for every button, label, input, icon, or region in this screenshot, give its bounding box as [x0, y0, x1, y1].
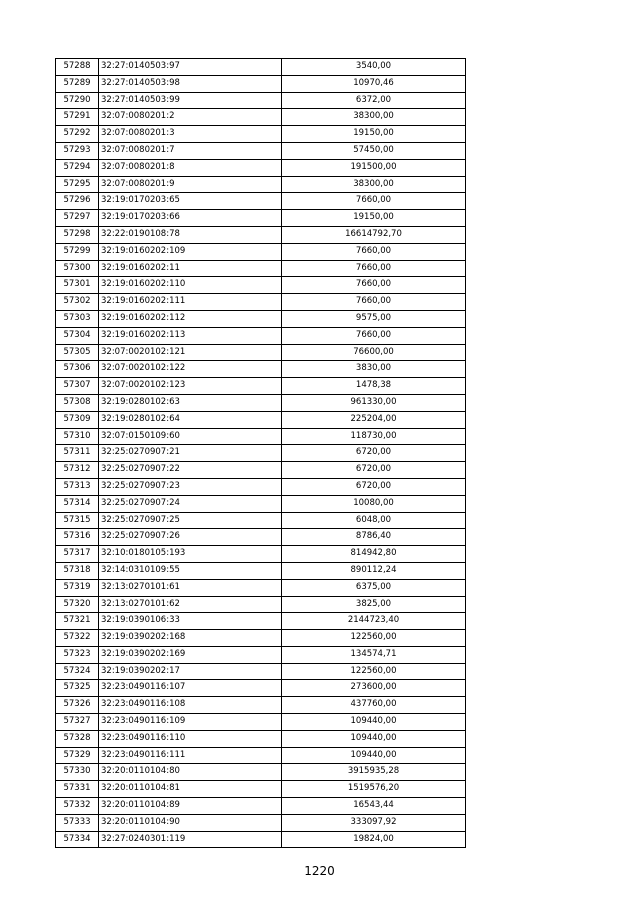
cadastral-number-cell: 32:19:0280102:64 [99, 411, 282, 428]
cadastral-value-cell: 57450,00 [282, 142, 466, 159]
cadastral-number-cell: 32:19:0390106:33 [99, 613, 282, 630]
row-number-cell: 57326 [56, 697, 99, 714]
cadastral-value-cell: 8786,40 [282, 529, 466, 546]
table-row [56, 176, 466, 193]
cadastral-number-cell: 32:20:0110104:80 [99, 764, 282, 781]
cadastral-number-cell: 32:23:0490116:110 [99, 730, 282, 747]
table-row [56, 798, 466, 815]
cadastral-value-cell: 3825,00 [282, 596, 466, 613]
cadastral-value-cell: 890112,24 [282, 562, 466, 579]
cadastral-number-cell: 32:25:0270907:21 [99, 445, 282, 462]
cadastral-value-cell: 19150,00 [282, 210, 466, 227]
row-number-cell: 57303 [56, 310, 99, 327]
row-number-cell: 57288 [56, 59, 99, 76]
cadastral-number-cell: 32:19:0160202:109 [99, 243, 282, 260]
row-number-cell: 57293 [56, 142, 99, 159]
cadastral-value-cell: 38300,00 [282, 109, 466, 126]
table-row [56, 714, 466, 731]
row-number-cell: 57289 [56, 75, 99, 92]
cadastral-value-cell: 6720,00 [282, 445, 466, 462]
row-number-cell: 57301 [56, 277, 99, 294]
cadastral-number-cell: 32:27:0240301:119 [99, 831, 282, 848]
table-row [56, 663, 466, 680]
table-row [56, 613, 466, 630]
cadastral-value-cell: 122560,00 [282, 663, 466, 680]
cadastral-value-cell: 7660,00 [282, 277, 466, 294]
row-number-cell: 57313 [56, 478, 99, 495]
row-number-cell: 57297 [56, 210, 99, 227]
cadastral-value-cell: 3915935,28 [282, 764, 466, 781]
cadastral-number-cell: 32:07:0080201:7 [99, 142, 282, 159]
row-number-cell: 57304 [56, 327, 99, 344]
cadastral-number-cell: 32:19:0160202:113 [99, 327, 282, 344]
table-row [56, 210, 466, 227]
row-number-cell: 57317 [56, 546, 99, 563]
cadastral-value-cell: 191500,00 [282, 159, 466, 176]
cadastral-value-cell: 1478,38 [282, 378, 466, 395]
cadastral-number-cell: 32:07:0150109:60 [99, 428, 282, 445]
cadastral-value-cell: 10080,00 [282, 495, 466, 512]
table-row [56, 411, 466, 428]
row-number-cell: 57331 [56, 781, 99, 798]
table-row [56, 781, 466, 798]
cadastral-number-cell: 32:10:0180105:193 [99, 546, 282, 563]
table-row [56, 680, 466, 697]
cadastral-value-cell: 109440,00 [282, 714, 466, 731]
cadastral-number-cell: 32:19:0390202:169 [99, 646, 282, 663]
row-number-cell: 57295 [56, 176, 99, 193]
cadastral-number-cell: 32:27:0140503:99 [99, 92, 282, 109]
page-number: 1220 [304, 864, 335, 878]
row-number-cell: 57290 [56, 92, 99, 109]
cadastral-number-cell: 32:19:0170203:66 [99, 210, 282, 227]
row-number-cell: 57324 [56, 663, 99, 680]
cadastral-number-cell: 32:07:0080201:2 [99, 109, 282, 126]
table-row [56, 344, 466, 361]
table-row [56, 478, 466, 495]
cadastral-number-cell: 32:19:0170203:65 [99, 193, 282, 210]
cadastral-number-cell: 32:25:0270907:25 [99, 512, 282, 529]
table-row [56, 109, 466, 126]
cadastral-value-cell: 6372,00 [282, 92, 466, 109]
table-row [56, 294, 466, 311]
table-row [56, 193, 466, 210]
cadastral-value-cell: 2144723,40 [282, 613, 466, 630]
cadastral-value-cell: 3830,00 [282, 361, 466, 378]
row-number-cell: 57319 [56, 579, 99, 596]
cadastral-number-cell: 32:07:0020102:123 [99, 378, 282, 395]
cadastral-value-cell: 109440,00 [282, 730, 466, 747]
row-number-cell: 57294 [56, 159, 99, 176]
cadastral-number-cell: 32:25:0270907:24 [99, 495, 282, 512]
table-row [56, 814, 466, 831]
table-row [56, 226, 466, 243]
cadastral-value-cell: 437760,00 [282, 697, 466, 714]
table-row [56, 697, 466, 714]
cadastral-value-cell: 961330,00 [282, 394, 466, 411]
cadastral-value-cell: 109440,00 [282, 747, 466, 764]
row-number-cell: 57292 [56, 126, 99, 143]
table-row [56, 126, 466, 143]
table-row [56, 327, 466, 344]
row-number-cell: 57306 [56, 361, 99, 378]
table-row [56, 310, 466, 327]
table-row [56, 630, 466, 647]
cadastral-number-cell: 32:19:0390202:17 [99, 663, 282, 680]
cadastral-value-cell: 7660,00 [282, 243, 466, 260]
cadastral-number-cell: 32:19:0160202:112 [99, 310, 282, 327]
row-number-cell: 57321 [56, 613, 99, 630]
cadastral-value-cell: 3540,00 [282, 59, 466, 76]
row-number-cell: 57307 [56, 378, 99, 395]
cadastral-number-cell: 32:07:0020102:122 [99, 361, 282, 378]
row-number-cell: 57330 [56, 764, 99, 781]
cadastral-value-cell: 333097,92 [282, 814, 466, 831]
table-row [56, 562, 466, 579]
cadastral-number-cell: 32:07:0080201:9 [99, 176, 282, 193]
row-number-cell: 57311 [56, 445, 99, 462]
row-number-cell: 57310 [56, 428, 99, 445]
cadastral-value-cell: 9575,00 [282, 310, 466, 327]
table-row [56, 831, 466, 848]
table-row [56, 730, 466, 747]
cadastral-number-cell: 32:07:0080201:8 [99, 159, 282, 176]
cadastral-number-cell: 32:27:0140503:97 [99, 59, 282, 76]
cadastral-number-cell: 32:13:0270101:62 [99, 596, 282, 613]
table-row [56, 495, 466, 512]
cadastral-value-cell: 118730,00 [282, 428, 466, 445]
row-number-cell: 57316 [56, 529, 99, 546]
table-row [56, 394, 466, 411]
row-number-cell: 57308 [56, 394, 99, 411]
row-number-cell: 57315 [56, 512, 99, 529]
cadastral-value-cell: 122560,00 [282, 630, 466, 647]
cadastral-value-cell: 76600,00 [282, 344, 466, 361]
table-row [56, 142, 466, 159]
table-row [56, 445, 466, 462]
cadastral-number-cell: 32:27:0140503:98 [99, 75, 282, 92]
table-row [56, 529, 466, 546]
cadastral-number-cell: 32:19:0160202:111 [99, 294, 282, 311]
row-number-cell: 57305 [56, 344, 99, 361]
cadastral-value-table [55, 58, 466, 848]
row-number-cell: 57302 [56, 294, 99, 311]
table-body [56, 59, 466, 848]
cadastral-value-cell: 6720,00 [282, 478, 466, 495]
table-row [56, 579, 466, 596]
cadastral-value-cell: 6048,00 [282, 512, 466, 529]
table-row [56, 596, 466, 613]
table-row [56, 546, 466, 563]
cadastral-value-cell: 7660,00 [282, 260, 466, 277]
table-row [56, 75, 466, 92]
row-number-cell: 57298 [56, 226, 99, 243]
table-row [56, 92, 466, 109]
table-row [56, 260, 466, 277]
cadastral-number-cell: 32:19:0160202:110 [99, 277, 282, 294]
cadastral-number-cell: 32:25:0270907:23 [99, 478, 282, 495]
cadastral-number-cell: 32:25:0270907:22 [99, 462, 282, 479]
row-number-cell: 57322 [56, 630, 99, 647]
cadastral-value-cell: 7660,00 [282, 294, 466, 311]
table-row [56, 462, 466, 479]
row-number-cell: 57327 [56, 714, 99, 731]
row-number-cell: 57299 [56, 243, 99, 260]
cadastral-number-cell: 32:14:0310109:55 [99, 562, 282, 579]
cadastral-value-cell: 38300,00 [282, 176, 466, 193]
cadastral-value-cell: 16543,44 [282, 798, 466, 815]
row-number-cell: 57300 [56, 260, 99, 277]
cadastral-number-cell: 32:20:0110104:89 [99, 798, 282, 815]
cadastral-number-cell: 32:23:0490116:107 [99, 680, 282, 697]
cadastral-value-cell: 273600,00 [282, 680, 466, 697]
cadastral-value-cell: 134574,71 [282, 646, 466, 663]
row-number-cell: 57323 [56, 646, 99, 663]
row-number-cell: 57332 [56, 798, 99, 815]
cadastral-number-cell: 32:22:0190108:78 [99, 226, 282, 243]
table-row [56, 277, 466, 294]
row-number-cell: 57309 [56, 411, 99, 428]
table-row [56, 159, 466, 176]
table-row [56, 378, 466, 395]
cadastral-value-cell: 19150,00 [282, 126, 466, 143]
row-number-cell: 57312 [56, 462, 99, 479]
cadastral-number-cell: 32:13:0270101:61 [99, 579, 282, 596]
table-row [56, 764, 466, 781]
cadastral-number-cell: 32:20:0110104:90 [99, 814, 282, 831]
cadastral-number-cell: 32:25:0270907:26 [99, 529, 282, 546]
table-row [56, 747, 466, 764]
table-row [56, 243, 466, 260]
cadastral-number-cell: 32:19:0390202:168 [99, 630, 282, 647]
row-number-cell: 57318 [56, 562, 99, 579]
table-row [56, 361, 466, 378]
cadastral-value-cell: 7660,00 [282, 193, 466, 210]
cadastral-value-cell: 225204,00 [282, 411, 466, 428]
cadastral-number-cell: 32:19:0280102:63 [99, 394, 282, 411]
table-row [56, 512, 466, 529]
table-row [56, 428, 466, 445]
cadastral-value-cell: 7660,00 [282, 327, 466, 344]
cadastral-value-cell: 1519576,20 [282, 781, 466, 798]
cadastral-value-cell: 6720,00 [282, 462, 466, 479]
cadastral-number-cell: 32:07:0020102:121 [99, 344, 282, 361]
row-number-cell: 57333 [56, 814, 99, 831]
table-row [56, 646, 466, 663]
cadastral-number-cell: 32:20:0110104:81 [99, 781, 282, 798]
row-number-cell: 57314 [56, 495, 99, 512]
row-number-cell: 57328 [56, 730, 99, 747]
row-number-cell: 57334 [56, 831, 99, 848]
cadastral-number-cell: 32:23:0490116:109 [99, 714, 282, 731]
cadastral-value-cell: 19824,00 [282, 831, 466, 848]
cadastral-number-cell: 32:23:0490116:108 [99, 697, 282, 714]
row-number-cell: 57329 [56, 747, 99, 764]
table-row [56, 59, 466, 76]
cadastral-number-cell: 32:07:0080201:3 [99, 126, 282, 143]
cadastral-value-cell: 10970,46 [282, 75, 466, 92]
row-number-cell: 57291 [56, 109, 99, 126]
row-number-cell: 57325 [56, 680, 99, 697]
row-number-cell: 57320 [56, 596, 99, 613]
cadastral-value-cell: 16614792,70 [282, 226, 466, 243]
cadastral-value-cell: 814942,80 [282, 546, 466, 563]
row-number-cell: 57296 [56, 193, 99, 210]
cadastral-number-cell: 32:19:0160202:11 [99, 260, 282, 277]
cadastral-value-cell: 6375,00 [282, 579, 466, 596]
cadastral-number-cell: 32:23:0490116:111 [99, 747, 282, 764]
